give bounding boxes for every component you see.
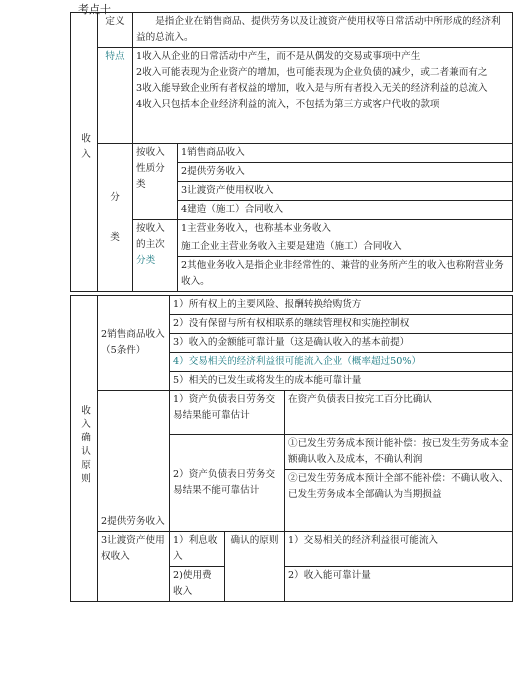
services-reliable-rule: 在资产负债表日按完工百分比确认: [285, 391, 513, 435]
services-label: 2提供劳务收入: [98, 391, 170, 532]
sale-condition: 2）没有保留与所有权相联系的继续管理权和实施控制权: [170, 315, 513, 334]
services-unreliable-rule2: ②已发生劳务成本预计全部不能补偿：不确认收入、已发生劳务成本全部确认为当期损益: [285, 470, 513, 532]
royalty-income: 2)使用费收入: [170, 567, 225, 602]
revenue-section-label: 收入: [71, 13, 98, 292]
services-reliable-condition: 1）资产负债表日劳务交易结果能可靠估计: [170, 391, 285, 435]
sale-condition: 3）收入的金额能可靠计量（这是确认收入的基本前提）: [170, 334, 513, 353]
sale-condition: 5）相关的已发生或将发生的成本能可靠计量: [170, 372, 513, 391]
page-header: 考点十: [78, 3, 111, 16]
other-business-item: 2其他业务收入是指企业非经常性的、兼营的业务所产生的收入也称附营业务收入。: [178, 257, 513, 292]
sale-condition: 4）交易相关的经济利益很可能流入企业（概率超过50%）: [170, 353, 513, 372]
features-list: [133, 48, 513, 144]
feature-item: 4收入只包括本企业经济利益的流入，不包括为第三方或客户代收的款项: [136, 99, 440, 110]
definition-label: 定义: [98, 13, 133, 48]
main-business-note: 施工企业主营业务收入主要是建造（施工）合同收入: [178, 238, 513, 257]
services-unreliable-condition: 2）资产负债表日劳务交易结果不能可靠估计: [170, 435, 285, 532]
sale-goods-label: 2销售商品收入（5条件）: [98, 296, 170, 391]
by-nature-item: 2提供劳务收入: [178, 163, 513, 182]
features-label: 特点: [98, 48, 133, 144]
by-nature-item: 3让渡资产使用权收入: [178, 182, 513, 201]
feature-item: 1收入从企业的日常活动中产生，而不是从偶发的交易或事项中产生: [136, 51, 421, 62]
services-unreliable-rule1: ①已发生劳务成本预计能补偿：按已发生劳务成本金额确认收入及成本，不确认利润: [285, 435, 513, 470]
use-rights-rule1: 1）交易相关的经济利益很可能流入: [285, 532, 513, 567]
recognition-section-label: 收入确认原则: [71, 296, 98, 602]
use-rights-rule2: 2）收入能可靠计量: [285, 567, 513, 602]
definition-text: 是指企业在销售商品、提供劳务以及让渡资产使用权等日常活动中所形成的经济利益的总流入。: [133, 13, 513, 48]
by-main-label: 按收入的主次分类: [133, 220, 178, 292]
recognition-table: [70, 295, 513, 602]
interest-income: 1）利息收入: [170, 532, 225, 567]
revenue-table: [70, 12, 513, 292]
confirm-label: 确认的原则: [225, 532, 285, 602]
by-nature-item: 4建造（施工）合同收入: [178, 201, 513, 220]
feature-item: 3收入能导致企业所有者权益的增加，收入是与所有者投入无关的经济利益的总流入: [136, 83, 488, 94]
by-nature-item: 1销售商品收入: [178, 144, 513, 163]
sale-condition: 1）所有权上的主要风险、报酬转换给购货方: [170, 296, 513, 315]
main-business-item: 1主营业务收入，也称基本业务收入: [178, 220, 513, 239]
by-nature-label: 按收入性质分类: [133, 144, 178, 220]
use-rights-label: 3让渡资产使用权收入: [98, 532, 170, 602]
feature-item: 2收入可能表现为企业资产的增加，也可能表现为企业负债的减少，或二者兼而有之: [136, 67, 488, 78]
classification-label: 分 类: [98, 144, 133, 292]
